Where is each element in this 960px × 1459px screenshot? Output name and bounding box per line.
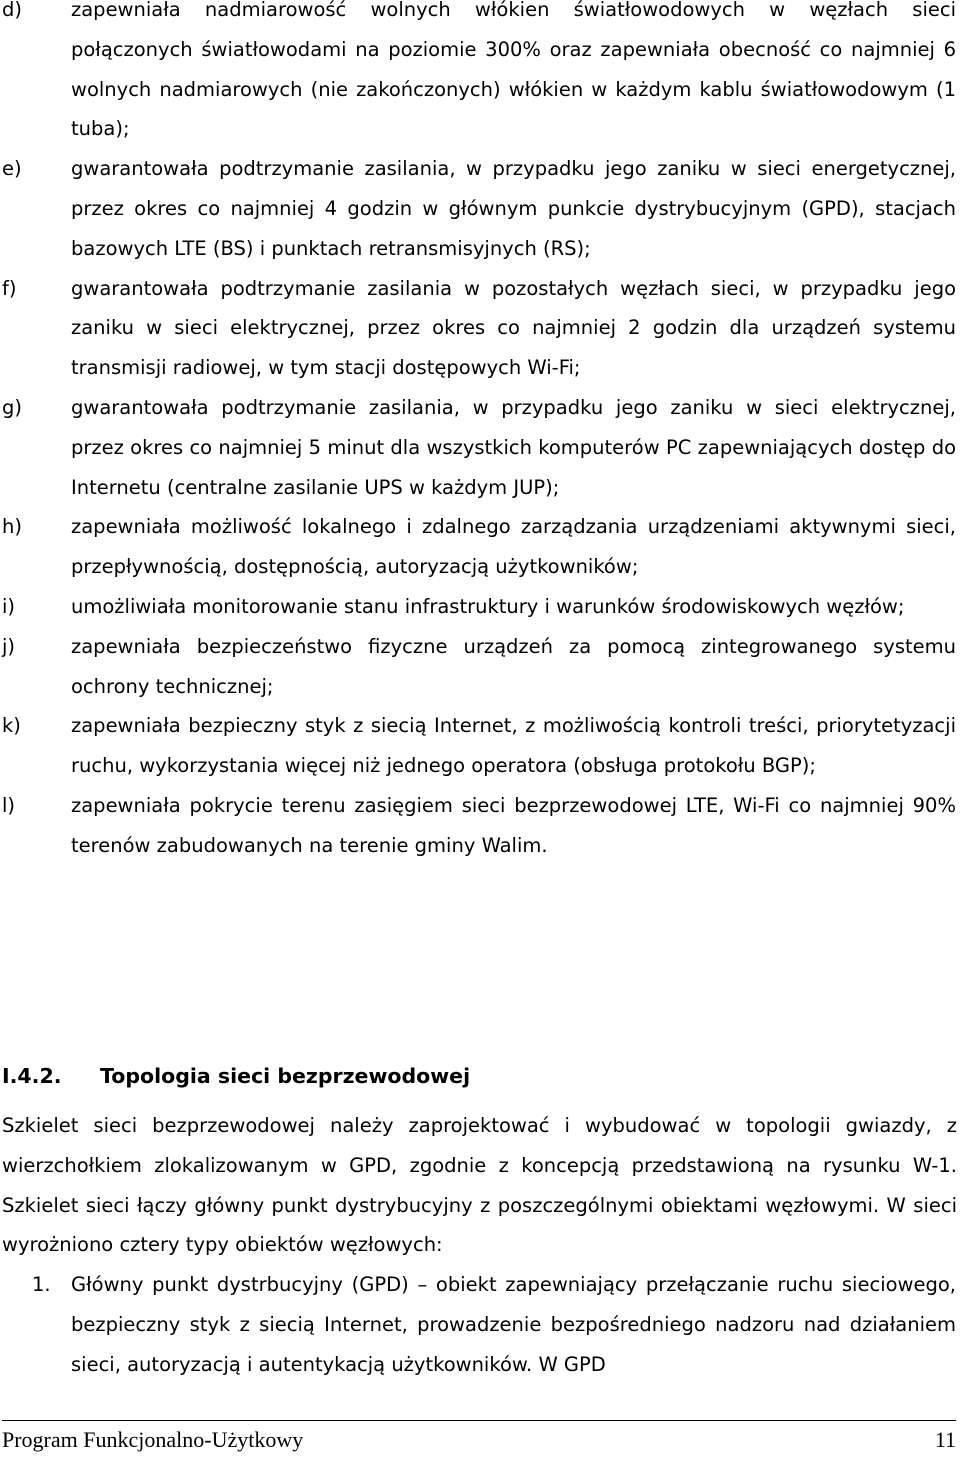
section-title: Topologia sieci bezprzewodowej (100, 1064, 471, 1088)
section-number: I.4.2. (2, 1064, 62, 1088)
list-item (0, 269, 960, 388)
page-number: 11 (934, 1427, 956, 1452)
list-marker: e) (2, 157, 22, 181)
list-item (0, 0, 960, 149)
body-paragraph: Szkielet sieci bezprzewodowej należy zaprojektować i wybudować w topologii gwiazdy, z wierzchołkiem zlokalizowanym w GPD, zgodnie z koncepcją przedstawioną na rysunku W-1. Szkielet sieci łączy główny punkt dystrybucyjny z poszczególnymi obiektami węzłowymi. W sieci wyrożniono cztery typy obiektów węzłowych: (2, 1114, 957, 1257)
list-item (0, 706, 960, 786)
list-marker: k) (2, 714, 21, 738)
list-marker: 1. (32, 1273, 51, 1296)
list-item-text: zapewniała bezpieczny styk z siecią Internet, z możliwością kontroli treści, priorytetyzacji ruchu, wykorzystania więcej niż jednego operatora (obsługa protokołu BGP); (71, 714, 956, 778)
list-item-text: gwarantowała podtrzymanie zasilania, w przypadku jego zaniku w sieci elektrycznej, przez okres co najmniej 5 minut dla wszystkich komputerów PC zapewniających dostęp do Internetu (centralne zasilanie UPS w każdym JUP); (71, 395, 956, 499)
list-marker: d) (2, 0, 22, 21)
list-item-text: zapewniała nadmiarowość wolnych włókien światłowodowych w węzłach sieci połączonych światłowodami na poziomie 300% oraz zapewniała obecność co najmniej 6 wolnych nadmiarowych (nie zakończonych) włókien w każdym kablu światłowodowym (1 tuba); (71, 0, 956, 141)
list-item-text: gwarantowała podtrzymanie zasilania w pozostałych węzłach sieci, w przypadku jego zaniku w sieci elektrycznej, przez okres co najmniej 2 godzin dla urządzeń systemu transmisji radiowej, w tym stacji dostępowych Wi-Fi; (71, 276, 956, 380)
list-item-text: zapewniała bezpieczeństwo fizyczne urządzeń za pomocą zintegrowanego systemu ochrony technicznej; (71, 634, 956, 698)
list-marker: j) (2, 634, 16, 658)
list-marker: l) (2, 793, 16, 817)
list-item-text: gwarantowała podtrzymanie zasilania, w przypadku jego zaniku w sieci energetycznej, przez okres co najmniej 4 godzin w głównym punkcie dystrybucyjnym (GPD), stacjach bazowych LTE (BS) i punktach retransmisyjnych (RS); (71, 157, 956, 260)
list-item (0, 149, 960, 268)
node-types-list (0, 1265, 960, 1384)
list-item (0, 1265, 960, 1384)
list-marker: f) (2, 276, 17, 300)
list-marker: h) (2, 515, 22, 539)
page-footer (2, 1420, 956, 1452)
list-item-text: umożliwiała monitorowanie stanu infrastruktury i warunków środowiskowych węzłów; (71, 594, 905, 618)
list-marker: g) (2, 395, 22, 419)
list-item (0, 786, 960, 866)
list-item (0, 507, 960, 587)
list-item (0, 587, 960, 627)
list-marker: i) (2, 594, 16, 618)
section-heading (2, 1057, 470, 1095)
list-item-text: Główny punkt dystrbucyjny (GPD) – obiekt zapewniający przełączanie ruchu sieciowego, bezpieczny styk z siecią Internet, prowadzenie bezpośredniego nadzoru nad działaniem sieci, autoryzacją i autentykacją użytkowników. W GPD (71, 1273, 956, 1376)
list-item-text: zapewniała pokrycie terenu zasięgiem sieci bezprzewodowej LTE, Wi-Fi co najmniej 90% terenów zabudowanych na terenie gminy Walim. (71, 793, 956, 857)
list-item-text: zapewniała możliwość lokalnego i zdalnego zarządzania urządzeniami aktywnymi sieci, przepływnością, dostępnością, autoryzacją użytkowników; (71, 515, 956, 579)
list-item (0, 388, 960, 507)
list-item (0, 627, 960, 707)
footer-title: Program Funkcjonalno-Użytkowy (2, 1427, 304, 1452)
